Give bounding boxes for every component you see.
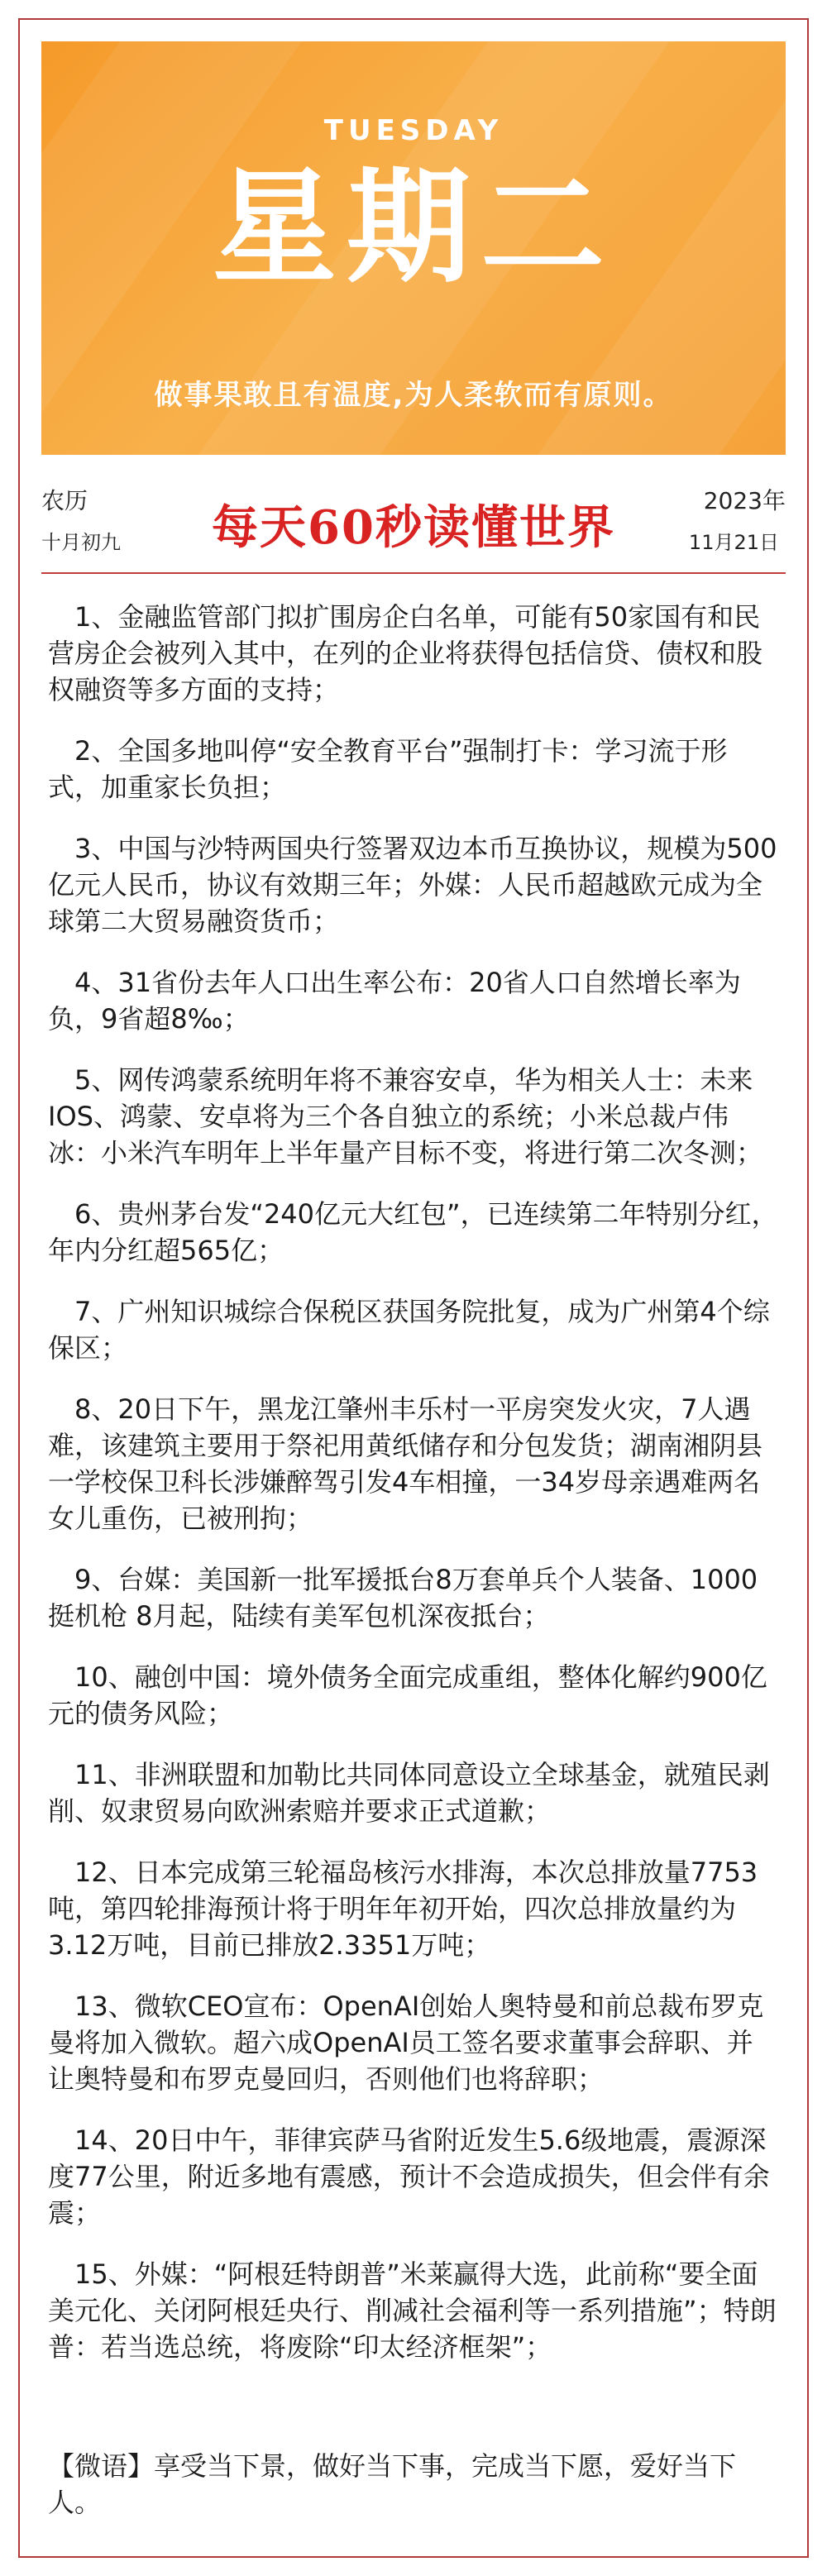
month-day: 11月21日 — [688, 531, 779, 554]
lunar-date: 十月初九 — [41, 531, 121, 554]
info-bar — [41, 475, 786, 566]
news-item: 2、全国多地叫停“安全教育平台”强制打卡：学习流于形式，加重家长负担； — [48, 735, 728, 803]
news-item: 14、20日中午，菲律宾萨马省附近发生5.6级地震，震源深度77公里，附近多地有震感，预计不会造成损失，但会伴有余震； — [48, 2124, 770, 2229]
news-item: 11、非洲联盟和加勒比共同体同意设立全球基金，就殖民剥削、奴隶贸易向欧洲索赔并要求正式道歉； — [48, 1759, 770, 1827]
news-list — [48, 599, 779, 2390]
news-item: 4、31省份去年人口出生率公布：20省人口自然增长率为负，9省超8‰； — [48, 967, 741, 1035]
news-item: 15、外媒：“阿根廷特朗普”米莱赢得大选，此前称“要全面美元化、关闭阿根廷央行、削减社会福利等一系列措施”；特朗普：若当选总统，将废除“印太经济框架”； — [48, 2258, 777, 2363]
news-item: 13、微软CEO宣布：OpenAI创始人奥特曼和前总裁布罗克曼将加入微软。超六成OpenAI员工签名要求董事会辞职、并让奥特曼和布罗克曼回归，否则他们也将辞职； — [48, 1991, 764, 2095]
weekday-english: TUESDAY — [323, 114, 504, 147]
news-item: 5、网传鸿蒙系统明年将不兼容安卓，华为相关人士：未来IOS、鸿蒙、安卓将为三个各自独立的系统；小米总裁卢伟冰：小米汽车明年上半年量产目标不变，将进行第二次冬测； — [48, 1064, 763, 1169]
lunar-label: 农历 — [41, 487, 88, 514]
headline: 每天60秒读懂世界 — [212, 500, 615, 555]
news-item: 10、融创中国：境外债务全面完成重组，整体化解约900亿元的债务风险； — [48, 1661, 767, 1729]
motto: 做事果敢且有温度,为人柔软而有原则。 — [154, 379, 673, 412]
weekday-banner — [41, 41, 786, 455]
news-item: 8、20日下午，黑龙江肇州丰乐村一平房突发火灾，7人遇难，该建筑主要用于祭祀用黄纸储存和分包发货；湖南湘阴县一学校保卫科长涉嫌醉驾引发4车相撞，一34岁母亲遇难两名女儿重伤，已被刑拘； — [48, 1393, 763, 1534]
year: 2023年 — [703, 487, 786, 514]
divider — [41, 572, 786, 574]
news-item: 9、台媒：美国新一批军援抵台8万套单兵个人装备、1000挺机枪 8月起，陆续有美军包机深夜抵台； — [48, 1564, 758, 1632]
daily-quote: 【微语】享受当下景，做好当下事，完成当下愿，爱好当下人。 — [48, 2450, 737, 2518]
news-item: 6、贵州茅台发“240亿元大红包”，已连续第二年特别分红，年内分红超565亿； — [48, 1198, 778, 1266]
weekday-chinese: 星期二 — [212, 155, 614, 300]
news-item: 12、日本完成第三轮福岛核污水排海，本次总排放量7753吨，第四轮排海预计将于明年年初开始，四次总排放量约为3.12万吨，目前已排放2.3351万吨； — [48, 1857, 758, 1961]
news-item: 7、广州知识城综合保税区获国务院批复，成为广州第4个综保区； — [48, 1296, 770, 1364]
news-item: 3、中国与沙特两国央行签署双边本币互换协议，规模为500亿元人民币，协议有效期三年；外媒：人民币超越欧元成为全球第二大贸易融资货币； — [48, 833, 777, 937]
news-item: 1、金融监管部门拟扩围房企白名单，可能有50家国有和民营房企会被列入其中，在列的企业将获得包括信贷、债权和股权融资等多方面的支持； — [48, 601, 763, 705]
